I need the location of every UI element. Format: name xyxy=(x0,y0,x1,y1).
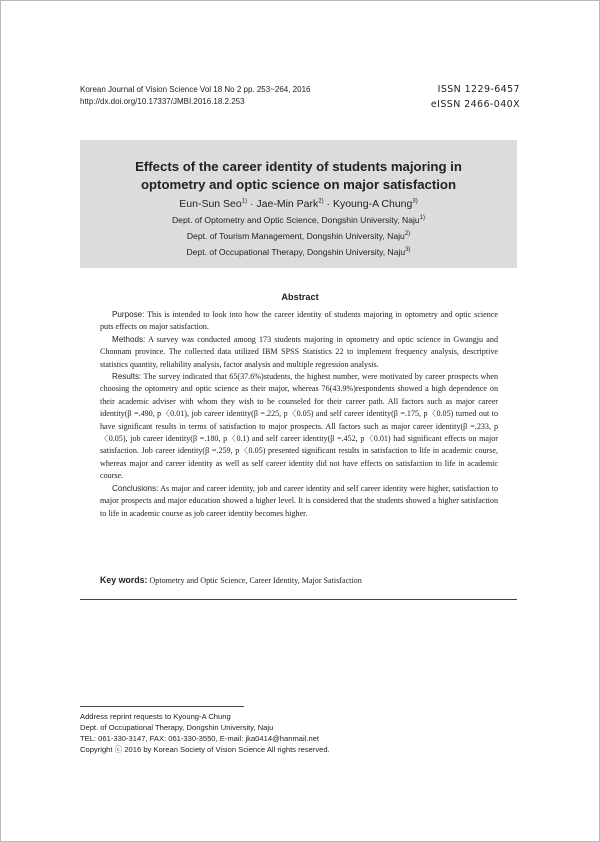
author-name: Jae-Min Park xyxy=(256,198,319,210)
footnote-divider xyxy=(80,706,244,707)
footnote-line: TEL: 061-330-3147, FAX: 061-330-3550, E-mail: jka0414@hanmail.net xyxy=(80,734,320,743)
issn-block xyxy=(431,82,520,112)
affiliation-mark: 1) xyxy=(419,215,426,222)
section-text: The survey indicated that 65(37.6%)students, the highest number, were motivated by career prospects when choosing the optometry and optic science as their major, whereas 76(43.9%)respondents showed a high dependence on their academic adviser with whom they wish to be counseled for their career path. All factors such as major career identity(β =.490, p〈0.01), job career identity(β =.225, p〈0.05) and self career identity(β =.175, p〈0.05) turned out to have significant results in terms of satisfaction to major prospects. All factors such as major career identity(β =.233, p〈0.05), job career identity(β =.180, p〈0.1) and self career identity(β =.452, p〈0.01) had significant effects on major satisfaction. Job career identity(β =.259, p〈0.05) presented significant results in satisfaction to life in academic course, whereas major and career identity as well as self career identity did not have effects on satisfaction to life in academic course. xyxy=(100,372,498,481)
author-affil-mark: 3) xyxy=(412,198,418,205)
paper-title xyxy=(92,158,505,194)
affiliation-mark: 3) xyxy=(405,247,411,254)
footnote-line: Dept. of Occupational Therapy, Dongshin University, Naju xyxy=(80,723,274,732)
section-text: As major and career identity, job and career identity and self career identity were higher, satisfaction to major prospects and major education showed a higher level. It is considered that the students showed a higher satisfaction to life in academic course as job career identity becomes higher. xyxy=(100,483,498,518)
keywords-label: Key words: xyxy=(100,575,148,585)
eissn: eISSN 2466-040X xyxy=(430,99,520,110)
section-label: Purpose: xyxy=(112,310,145,319)
abstract-body xyxy=(100,309,498,520)
abstract-purpose xyxy=(100,309,498,334)
section-text: A survey was conducted among 173 students majoring in optometry and optic science in Gwangju and Chonnam province. The collected data utilized IBM SPSS Statistics 22 to implement frequency analysis, descriptive statistics quantity, reliability analysis, factor analysis and multiple regression analysis. xyxy=(100,334,498,369)
correspondence-footnote xyxy=(80,711,520,755)
footnote-line: Address reprint requests to Kyoung-A Chung xyxy=(80,712,231,721)
affiliation-text: Dept. of Occupational Therapy, Dongshin University, Naju xyxy=(186,247,406,257)
affiliation xyxy=(80,212,517,228)
section-text: This is intended to look into how the career identity of students majoring in optometry and optic science puts effects on major satisfaction. xyxy=(100,310,498,332)
copyright-line: Copyright ⓒ 2016 by Korean Society of Vision Science All rights reserved. xyxy=(80,745,330,754)
issn: ISSN 1229-6457 xyxy=(437,84,520,95)
title-line-1: Effects of the career identity of students majoring in xyxy=(135,159,462,174)
title-box xyxy=(80,140,517,268)
abstract-results xyxy=(100,371,498,483)
section-label: Results: xyxy=(112,372,142,382)
author-separator: · xyxy=(323,198,333,210)
abstract-methods xyxy=(100,334,498,371)
author-affil-mark: 2) xyxy=(318,198,324,205)
title-line-2: optometry and optic science on major satisfaction xyxy=(140,177,457,192)
section-divider xyxy=(80,599,517,600)
affiliation-text: Dept. of Tourism Management, Dongshin University, Naju xyxy=(186,231,405,241)
affiliation xyxy=(80,244,517,260)
section-label: Methods: xyxy=(112,334,146,344)
keywords-text: Optometry and Optic Science, Career Identity, Major Satisfaction xyxy=(147,576,362,585)
author-affil-mark: 1) xyxy=(241,198,248,205)
section-label: Conclusions: xyxy=(112,483,159,493)
keywords xyxy=(100,575,500,585)
affiliation-mark: 2) xyxy=(404,231,411,238)
author-name: Kyoung-A Chung xyxy=(332,198,413,210)
author-separator: · xyxy=(247,198,257,210)
affiliation-text: Dept. of Optometry and Optic Science, Dongshin University, Naju xyxy=(171,215,420,225)
journal-citation: Korean Journal of Vision Science Vol 18 No 2 pp. 253~264, 2016 xyxy=(80,85,311,94)
abstract-heading: Abstract xyxy=(281,292,319,302)
affiliation xyxy=(80,228,517,244)
author-list xyxy=(80,196,517,212)
abstract-conclusions xyxy=(100,483,498,520)
doi-link[interactable]: http://dx.doi.org/10.17337/JMBI.2016.18.2.253 xyxy=(80,97,245,106)
journal-header xyxy=(80,84,310,108)
author-name: Eun-Sun Seo xyxy=(179,198,242,210)
